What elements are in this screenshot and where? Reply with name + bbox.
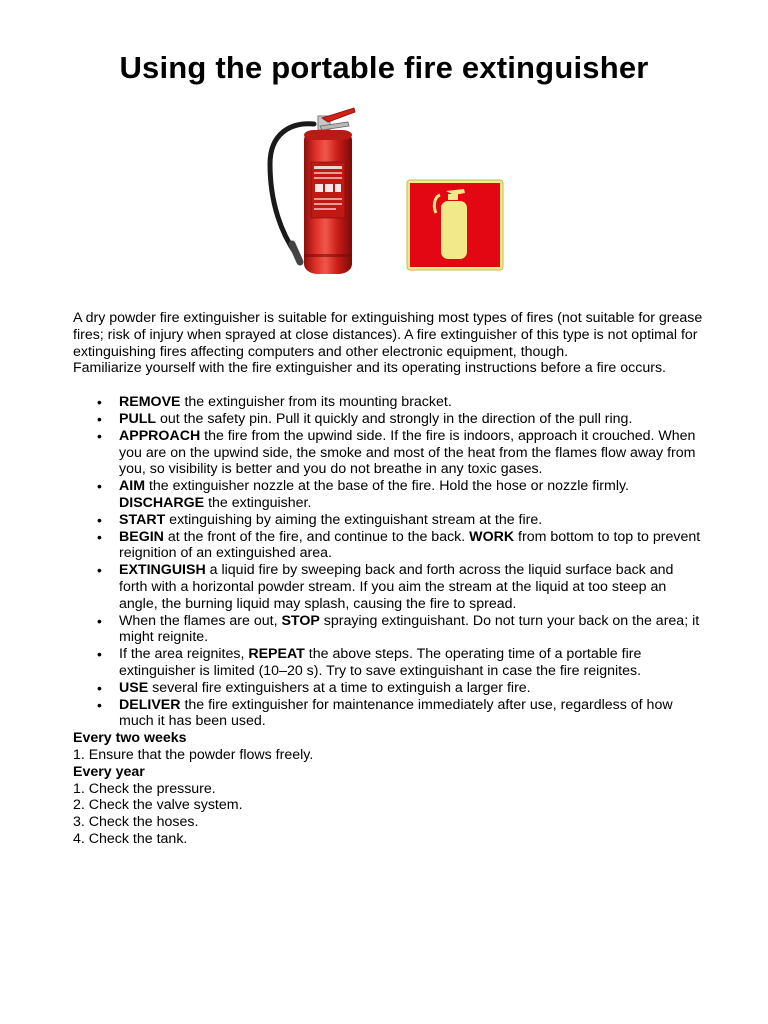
step-text: a liquid fire by sweeping back and forth across the liquid surface back and forth with a horizontal powder stream. If you aim the stream at the liquid at too steep an angle, the burning liquid may splash, causing the fire to spread. xyxy=(119,562,674,612)
bullet-icon: • xyxy=(97,394,102,411)
step-keyword: DISCHARGE xyxy=(119,494,205,511)
step-text: extinguishing by aiming the extinguishant stream at the fire. xyxy=(165,511,543,528)
checklist-item: 2. Check the valve system. xyxy=(73,797,243,814)
step-keyword: APPROACH xyxy=(119,427,201,444)
fire-extinguisher-sign-icon xyxy=(406,179,504,271)
step-text: the above steps. The operating time of a portable fire extinguisher is limited (10–20 s). Try to save extinguishant in case the fire reignites. xyxy=(119,646,642,679)
fire-extinguisher-image xyxy=(262,104,362,276)
checklist-item: 3. Check the hoses. xyxy=(73,814,199,831)
bullet-icon: • xyxy=(97,562,102,579)
bullet-icon: • xyxy=(97,612,102,629)
step-list-item xyxy=(73,697,703,731)
step-list-item xyxy=(73,646,703,680)
step-text: the extinguisher nozzle at the base of the fire. Hold the hose or nozzle firmly. xyxy=(145,478,629,495)
step-keyword: DELIVER xyxy=(119,696,181,713)
step-text: the extinguisher. xyxy=(204,494,312,511)
bullet-icon: • xyxy=(97,528,102,545)
intro-paragraph: Familiarize yourself with the fire extinguisher and its operating instructions before a fire occurs. xyxy=(73,360,666,377)
step-keyword: EXTINGUISH xyxy=(119,562,206,579)
step-keyword: BEGIN xyxy=(119,528,164,545)
checklist-item: 4. Check the tank. xyxy=(73,830,188,847)
step-text: the fire extinguisher for maintenance immediately after use, regardless of how much it has been used. xyxy=(119,696,673,730)
step-keyword: WORK xyxy=(469,528,515,545)
bullet-icon: • xyxy=(97,646,102,663)
bullet-icon: • xyxy=(97,511,102,528)
intro-paragraph: A dry powder fire extinguisher is suitable for extinguishing most types of fires (not suitable for grease fires; risk of injury when sprayed at close distances). A fire extinguisher of this type is not optimal for extinguishing fires affecting computers and other electronic equipment, though. xyxy=(73,310,703,360)
section-heading: Every two weeks xyxy=(73,730,187,747)
checklist-item: 1. Check the pressure. xyxy=(73,780,216,797)
bullet-icon: • xyxy=(97,410,102,427)
section-heading: Every year xyxy=(73,763,145,780)
bullet-icon: • xyxy=(97,679,102,696)
step-list-item xyxy=(73,512,703,529)
checklist-item: 1. Ensure that the powder flows freely. xyxy=(73,746,314,763)
step-list-item xyxy=(73,428,703,478)
step-text: the extinguisher from its mounting bracket. xyxy=(180,394,452,411)
step-list-item xyxy=(73,478,703,512)
document-body xyxy=(73,310,703,848)
step-list-item xyxy=(73,680,703,697)
step-keyword: AIM xyxy=(119,478,146,495)
step-list-item xyxy=(73,562,703,612)
bullet-icon: • xyxy=(97,427,102,444)
maintenance-section xyxy=(73,730,703,848)
step-text: When the flames are out, xyxy=(119,612,282,629)
step-keyword: STOP xyxy=(281,612,320,629)
bullet-icon: • xyxy=(97,478,102,495)
step-text: at the front of the fire, and continue to the back. xyxy=(163,528,470,545)
bullet-icon: • xyxy=(97,696,102,713)
step-text: several fire extinguishers at a time to extinguish a larger fire. xyxy=(148,679,531,696)
step-keyword: PULL xyxy=(119,410,157,427)
step-text: spraying extinguishant. Do not turn your back on the area; it might reignite. xyxy=(119,612,700,646)
step-keyword: REMOVE xyxy=(119,394,181,411)
step-text: If the area reignites, xyxy=(119,646,249,663)
step-text: the fire from the upwind side. If the fire is indoors, approach it crouched. When you are on the upwind side, the smoke and most of the heat from the flames flow away from you, so visibility is better and you do not breathe in any toxic gases. xyxy=(119,427,696,478)
step-keyword: START xyxy=(119,511,166,528)
page-title: Using the portable fire extinguisher xyxy=(119,50,649,85)
step-list-item xyxy=(73,411,703,428)
step-list-item xyxy=(73,613,703,647)
steps-list xyxy=(73,394,703,730)
step-text: from bottom to top to prevent reignition of an extinguished area. xyxy=(119,528,701,562)
step-list-item xyxy=(73,529,703,563)
step-keyword: USE xyxy=(119,679,149,696)
step-text: out the safety pin. Pull it quickly and strongly in the direction of the pull ring. xyxy=(156,410,633,427)
step-keyword: REPEAT xyxy=(248,646,305,663)
step-list-item xyxy=(73,394,703,411)
